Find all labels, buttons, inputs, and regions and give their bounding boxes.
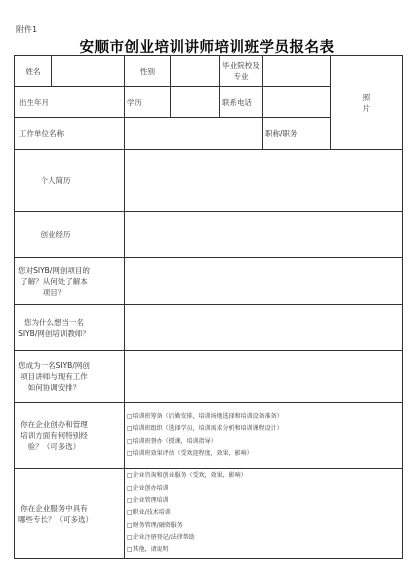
education-field[interactable] xyxy=(171,87,220,118)
strength-option-6[interactable]: □企业注册登记/法律帮助 xyxy=(127,533,195,541)
question-good-at: 你在企业创办和管理培训方面有何特别经验？（可多选） xyxy=(15,403,125,469)
strength-option-list xyxy=(127,470,400,556)
name-field[interactable] xyxy=(52,56,125,87)
good-at-option-2[interactable]: □培训班组织（选择学员，培训需求分析和培训课程设计） xyxy=(127,425,283,432)
good-at-option-1[interactable]: □培训班筹备（后勤安排，培训场地选择和培训设备准备） xyxy=(127,412,283,420)
answer-become[interactable] xyxy=(125,351,403,403)
employer-label: 工作单位名称 xyxy=(15,118,125,150)
birth-label: 出生年月 xyxy=(15,87,125,118)
question-strengths: 你在企业服务中具有哪些专长？（可多选） xyxy=(15,469,125,559)
strength-option-4[interactable]: □职业/技术培训 xyxy=(127,509,171,517)
question-understand: 您对SIYB/网创项目的了解？从何处了解本项目？ xyxy=(15,258,125,305)
phone-field[interactable] xyxy=(263,87,331,118)
answer-understand[interactable] xyxy=(125,258,403,305)
strength-option-7[interactable]: □其他，请说明 xyxy=(127,546,169,554)
strength-options xyxy=(125,469,403,559)
strength-option-3[interactable]: □企业管理培训 xyxy=(127,497,169,505)
gender-label: 性别 xyxy=(125,56,171,87)
startup-exp-field[interactable] xyxy=(125,212,403,258)
resume-label: 个人简历 xyxy=(15,150,125,212)
photo-box[interactable] xyxy=(331,56,403,150)
good-at-option-list xyxy=(127,411,400,461)
good-at-options xyxy=(125,403,403,469)
answer-why[interactable] xyxy=(125,305,403,351)
employer-field[interactable] xyxy=(125,118,263,150)
school-major-field[interactable] xyxy=(263,56,331,87)
school-major-label: 毕业院校及专业 xyxy=(220,56,263,87)
good-at-option-3[interactable]: □培训班督办（授课，培训指导） xyxy=(127,437,217,445)
education-label: 学历 xyxy=(125,87,171,118)
form-title: 安顺市创业培训讲师培训班学员报名表 xyxy=(79,40,335,56)
good-at-option-4[interactable]: □培训班效果评估（受欢迎程度，效果，影响） xyxy=(127,450,253,457)
resume-field[interactable] xyxy=(125,150,403,212)
registration-form xyxy=(14,55,403,559)
title-position-label: 职称/职务 xyxy=(263,118,331,150)
startup-exp-label: 创业经历 xyxy=(15,212,125,258)
strength-option-2[interactable]: □企业创办培训 xyxy=(127,484,169,492)
strength-option-1[interactable]: □企业咨询和创业服务（受欢，效果，影响） xyxy=(127,472,247,480)
name-label: 姓名 xyxy=(15,56,52,87)
phone-label: 联系电话 xyxy=(220,87,263,118)
question-why: 您为什么想当一名SIYB/网创培训教师？ xyxy=(15,305,125,351)
gender-field[interactable] xyxy=(171,56,220,87)
question-become: 您成为一名SIYB/网创项目讲师与现有工作如何协调安排？ xyxy=(15,351,125,403)
photo-label: 照片 xyxy=(362,92,371,113)
attachment-label: 附件1 xyxy=(16,25,38,34)
strength-option-5[interactable]: □财务管理/融资服务 xyxy=(127,521,183,529)
